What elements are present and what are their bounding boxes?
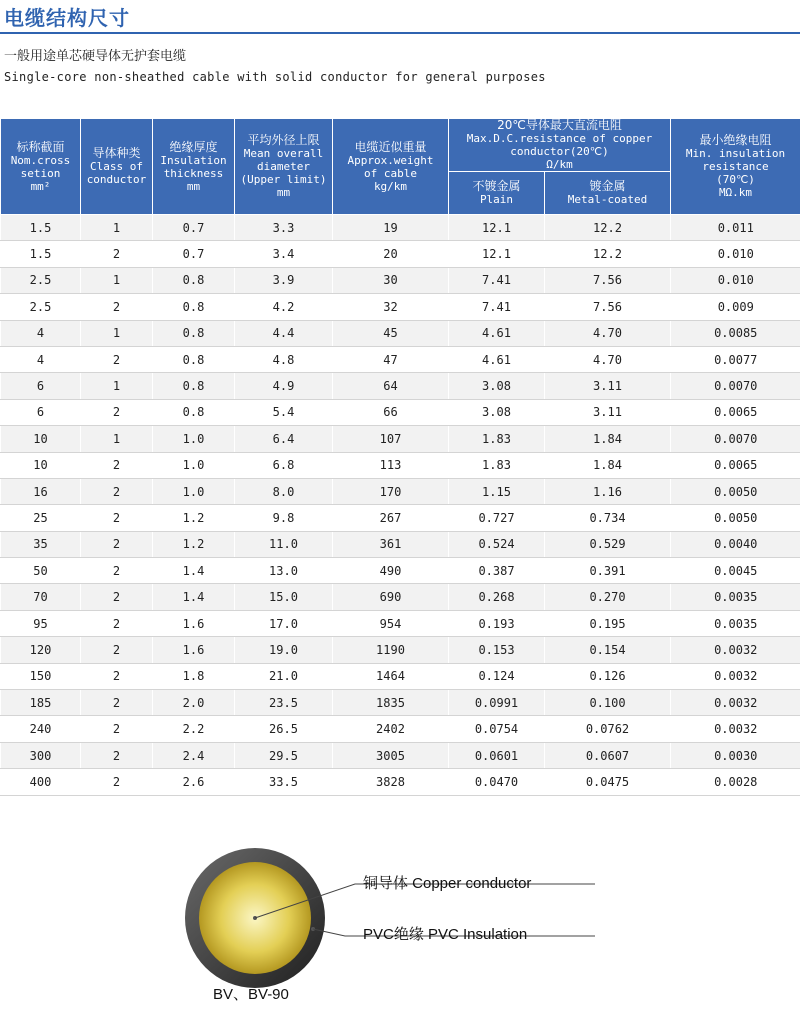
cell-approx-weight: 2402 bbox=[333, 716, 449, 742]
cell-min-insulation-resistance: 0.0050 bbox=[671, 478, 800, 504]
cell-min-insulation-resistance: 0.0040 bbox=[671, 531, 800, 557]
cell-insulation-thickness: 1.6 bbox=[153, 610, 235, 636]
cell-conductor-class: 1 bbox=[81, 373, 153, 399]
cell-resistance-coated: 0.391 bbox=[545, 558, 671, 584]
cell-approx-weight: 361 bbox=[333, 531, 449, 557]
cell-resistance-coated: 0.0607 bbox=[545, 742, 671, 768]
cell-resistance-coated: 3.11 bbox=[545, 373, 671, 399]
cell-nominal-cross-section: 25 bbox=[1, 505, 81, 531]
cell-approx-weight: 490 bbox=[333, 558, 449, 584]
cell-mean-diameter: 9.8 bbox=[235, 505, 333, 531]
cell-conductor-class: 2 bbox=[81, 716, 153, 742]
cell-resistance-coated: 7.56 bbox=[545, 294, 671, 320]
cell-conductor-class: 2 bbox=[81, 294, 153, 320]
table-row bbox=[1, 690, 800, 716]
cell-insulation-thickness: 1.0 bbox=[153, 452, 235, 478]
cell-conductor-class: 2 bbox=[81, 505, 153, 531]
cell-mean-diameter: 19.0 bbox=[235, 637, 333, 663]
cell-insulation-thickness: 0.7 bbox=[153, 241, 235, 267]
cell-min-insulation-resistance: 0.0030 bbox=[671, 742, 800, 768]
cell-nominal-cross-section: 1.5 bbox=[1, 241, 81, 267]
cell-insulation-thickness: 1.0 bbox=[153, 426, 235, 452]
cell-nominal-cross-section: 10 bbox=[1, 452, 81, 478]
cell-min-insulation-resistance: 0.009 bbox=[671, 294, 800, 320]
cell-mean-diameter: 6.8 bbox=[235, 452, 333, 478]
cell-resistance-coated: 1.84 bbox=[545, 426, 671, 452]
cell-min-insulation-resistance: 0.0032 bbox=[671, 716, 800, 742]
cell-min-insulation-resistance: 0.0065 bbox=[671, 452, 800, 478]
cell-mean-diameter: 26.5 bbox=[235, 716, 333, 742]
header-plain: 不镀金属 Plain bbox=[449, 172, 545, 215]
cell-mean-diameter: 4.4 bbox=[235, 320, 333, 346]
cell-mean-diameter: 3.9 bbox=[235, 267, 333, 293]
table-row bbox=[1, 320, 800, 346]
cell-insulation-thickness: 2.6 bbox=[153, 769, 235, 795]
pvc-insulation-label: PVC绝缘 PVC Insulation bbox=[363, 923, 527, 944]
cell-nominal-cross-section: 120 bbox=[1, 637, 81, 663]
cell-resistance-plain: 0.0470 bbox=[449, 769, 545, 795]
cell-approx-weight: 267 bbox=[333, 505, 449, 531]
cell-resistance-plain: 0.524 bbox=[449, 531, 545, 557]
cell-resistance-coated: 1.16 bbox=[545, 478, 671, 504]
cell-resistance-plain: 7.41 bbox=[449, 267, 545, 293]
cell-nominal-cross-section: 6 bbox=[1, 373, 81, 399]
cell-insulation-thickness: 1.6 bbox=[153, 637, 235, 663]
cell-resistance-coated: 0.154 bbox=[545, 637, 671, 663]
cell-nominal-cross-section: 1.5 bbox=[1, 215, 81, 241]
cell-approx-weight: 954 bbox=[333, 610, 449, 636]
cell-nominal-cross-section: 16 bbox=[1, 478, 81, 504]
cell-mean-diameter: 3.3 bbox=[235, 215, 333, 241]
cell-mean-diameter: 23.5 bbox=[235, 690, 333, 716]
cell-min-insulation-resistance: 0.0035 bbox=[671, 610, 800, 636]
cell-conductor-class: 2 bbox=[81, 346, 153, 372]
table-row bbox=[1, 716, 800, 742]
cell-resistance-plain: 1.15 bbox=[449, 478, 545, 504]
cell-conductor-class: 1 bbox=[81, 267, 153, 293]
cell-min-insulation-resistance: 0.010 bbox=[671, 267, 800, 293]
header-mean-overall-diameter: 平均外径上限 Mean overall diameter (Upper limit) mm bbox=[235, 119, 333, 215]
cell-insulation-thickness: 0.8 bbox=[153, 267, 235, 293]
cell-mean-diameter: 21.0 bbox=[235, 663, 333, 689]
cell-insulation-thickness: 0.8 bbox=[153, 346, 235, 372]
cell-approx-weight: 32 bbox=[333, 294, 449, 320]
cell-conductor-class: 2 bbox=[81, 452, 153, 478]
header-conductor-class: 导体种类 Class of conductor bbox=[81, 119, 153, 215]
page-title: 电缆结构尺寸 bbox=[4, 2, 130, 31]
cell-insulation-thickness: 0.7 bbox=[153, 215, 235, 241]
table-row bbox=[1, 426, 800, 452]
header-metal-coated: 镀金属 Metal-coated bbox=[545, 172, 671, 215]
cell-min-insulation-resistance: 0.0065 bbox=[671, 399, 800, 425]
cell-conductor-class: 1 bbox=[81, 215, 153, 241]
cell-mean-diameter: 4.2 bbox=[235, 294, 333, 320]
table-row bbox=[1, 294, 800, 320]
cell-approx-weight: 45 bbox=[333, 320, 449, 346]
cell-mean-diameter: 29.5 bbox=[235, 742, 333, 768]
table-row bbox=[1, 478, 800, 504]
cell-resistance-coated: 0.529 bbox=[545, 531, 671, 557]
cell-resistance-plain: 7.41 bbox=[449, 294, 545, 320]
cell-resistance-plain: 12.1 bbox=[449, 241, 545, 267]
cell-resistance-coated: 12.2 bbox=[545, 215, 671, 241]
copper-conductor-label: 铜导体 Copper conductor bbox=[363, 872, 531, 893]
cell-mean-diameter: 4.8 bbox=[235, 346, 333, 372]
cable-cross-section-diagram bbox=[185, 835, 605, 1013]
table-row bbox=[1, 663, 800, 689]
table-body bbox=[1, 215, 800, 796]
cell-resistance-plain: 0.268 bbox=[449, 584, 545, 610]
table-row bbox=[1, 584, 800, 610]
cell-conductor-class: 2 bbox=[81, 663, 153, 689]
cell-nominal-cross-section: 2.5 bbox=[1, 267, 81, 293]
cell-nominal-cross-section: 4 bbox=[1, 346, 81, 372]
table-row bbox=[1, 637, 800, 663]
cell-resistance-coated: 0.100 bbox=[545, 690, 671, 716]
cell-mean-diameter: 6.4 bbox=[235, 426, 333, 452]
cell-approx-weight: 1835 bbox=[333, 690, 449, 716]
cell-conductor-class: 2 bbox=[81, 241, 153, 267]
cell-resistance-coated: 4.70 bbox=[545, 346, 671, 372]
cell-resistance-plain: 0.0601 bbox=[449, 742, 545, 768]
cell-approx-weight: 113 bbox=[333, 452, 449, 478]
cell-mean-diameter: 3.4 bbox=[235, 241, 333, 267]
cell-resistance-coated: 7.56 bbox=[545, 267, 671, 293]
header-min-insulation-resistance: 最小绝缘电阻 Min. insulation resistance (70℃) MΩ.km bbox=[671, 119, 800, 215]
cell-resistance-plain: 0.124 bbox=[449, 663, 545, 689]
cell-resistance-plain: 3.08 bbox=[449, 373, 545, 399]
cell-resistance-plain: 0.0991 bbox=[449, 690, 545, 716]
cell-approx-weight: 107 bbox=[333, 426, 449, 452]
table-row bbox=[1, 742, 800, 768]
cell-insulation-thickness: 0.8 bbox=[153, 294, 235, 320]
cell-nominal-cross-section: 185 bbox=[1, 690, 81, 716]
cell-resistance-plain: 1.83 bbox=[449, 426, 545, 452]
cell-min-insulation-resistance: 0.0032 bbox=[671, 663, 800, 689]
cell-mean-diameter: 15.0 bbox=[235, 584, 333, 610]
cell-approx-weight: 1190 bbox=[333, 637, 449, 663]
cell-min-insulation-resistance: 0.0028 bbox=[671, 769, 800, 795]
table-row bbox=[1, 505, 800, 531]
cell-insulation-thickness: 1.4 bbox=[153, 584, 235, 610]
table-row bbox=[1, 267, 800, 293]
cell-conductor-class: 2 bbox=[81, 769, 153, 795]
cell-insulation-thickness: 2.4 bbox=[153, 742, 235, 768]
cell-approx-weight: 66 bbox=[333, 399, 449, 425]
cell-min-insulation-resistance: 0.0035 bbox=[671, 584, 800, 610]
cell-resistance-coated: 0.270 bbox=[545, 584, 671, 610]
cell-resistance-plain: 4.61 bbox=[449, 346, 545, 372]
header-nominal-cross-section: 标称截面 Nom.cross setion mm² bbox=[1, 119, 81, 215]
table-row bbox=[1, 452, 800, 478]
cell-insulation-thickness: 0.8 bbox=[153, 373, 235, 399]
cell-resistance-plain: 3.08 bbox=[449, 399, 545, 425]
cell-nominal-cross-section: 4 bbox=[1, 320, 81, 346]
cell-resistance-coated: 3.11 bbox=[545, 399, 671, 425]
table-row bbox=[1, 215, 800, 241]
cell-min-insulation-resistance: 0.0077 bbox=[671, 346, 800, 372]
cell-insulation-thickness: 1.4 bbox=[153, 558, 235, 584]
cell-conductor-class: 2 bbox=[81, 531, 153, 557]
cell-approx-weight: 690 bbox=[333, 584, 449, 610]
cell-resistance-coated: 1.84 bbox=[545, 452, 671, 478]
cell-nominal-cross-section: 400 bbox=[1, 769, 81, 795]
cell-min-insulation-resistance: 0.0070 bbox=[671, 373, 800, 399]
cell-resistance-coated: 0.734 bbox=[545, 505, 671, 531]
cell-min-insulation-resistance: 0.010 bbox=[671, 241, 800, 267]
table-row bbox=[1, 769, 800, 795]
cell-conductor-class: 2 bbox=[81, 690, 153, 716]
table-row bbox=[1, 399, 800, 425]
cell-resistance-plain: 0.0754 bbox=[449, 716, 545, 742]
cell-conductor-class: 2 bbox=[81, 637, 153, 663]
cell-resistance-plain: 0.727 bbox=[449, 505, 545, 531]
cell-nominal-cross-section: 300 bbox=[1, 742, 81, 768]
cell-nominal-cross-section: 35 bbox=[1, 531, 81, 557]
cell-mean-diameter: 11.0 bbox=[235, 531, 333, 557]
cell-resistance-plain: 4.61 bbox=[449, 320, 545, 346]
cell-approx-weight: 3828 bbox=[333, 769, 449, 795]
cell-resistance-coated: 12.2 bbox=[545, 241, 671, 267]
cell-min-insulation-resistance: 0.0032 bbox=[671, 690, 800, 716]
cell-insulation-thickness: 1.2 bbox=[153, 505, 235, 531]
cell-min-insulation-resistance: 0.0045 bbox=[671, 558, 800, 584]
cell-insulation-thickness: 1.0 bbox=[153, 478, 235, 504]
table-row bbox=[1, 373, 800, 399]
cell-nominal-cross-section: 6 bbox=[1, 399, 81, 425]
cell-resistance-plain: 0.387 bbox=[449, 558, 545, 584]
cell-mean-diameter: 5.4 bbox=[235, 399, 333, 425]
cell-mean-diameter: 13.0 bbox=[235, 558, 333, 584]
cell-mean-diameter: 33.5 bbox=[235, 769, 333, 795]
table-row bbox=[1, 531, 800, 557]
cell-approx-weight: 170 bbox=[333, 478, 449, 504]
cell-conductor-class: 2 bbox=[81, 742, 153, 768]
table-row bbox=[1, 610, 800, 636]
header-max-dc-resistance: 20℃导体最大直流电阻 Max.D.C.resistance of copper conductor(20℃) Ω/km bbox=[449, 119, 671, 172]
cell-resistance-plain: 1.83 bbox=[449, 452, 545, 478]
cell-conductor-class: 2 bbox=[81, 478, 153, 504]
cell-nominal-cross-section: 95 bbox=[1, 610, 81, 636]
cell-insulation-thickness: 1.2 bbox=[153, 531, 235, 557]
cell-approx-weight: 19 bbox=[333, 215, 449, 241]
cell-approx-weight: 20 bbox=[333, 241, 449, 267]
cell-approx-weight: 47 bbox=[333, 346, 449, 372]
cell-min-insulation-resistance: 0.0032 bbox=[671, 637, 800, 663]
cell-nominal-cross-section: 150 bbox=[1, 663, 81, 689]
cell-resistance-coated: 0.0762 bbox=[545, 716, 671, 742]
cell-min-insulation-resistance: 0.0050 bbox=[671, 505, 800, 531]
cell-min-insulation-resistance: 0.0070 bbox=[671, 426, 800, 452]
header-approx-weight: 电缆近似重量 Approx.weight of cable kg/km bbox=[333, 119, 449, 215]
table-row bbox=[1, 558, 800, 584]
cell-resistance-coated: 0.0475 bbox=[545, 769, 671, 795]
cell-insulation-thickness: 2.0 bbox=[153, 690, 235, 716]
cell-conductor-class: 2 bbox=[81, 558, 153, 584]
table-row bbox=[1, 346, 800, 372]
cell-insulation-thickness: 0.8 bbox=[153, 399, 235, 425]
cell-conductor-class: 2 bbox=[81, 399, 153, 425]
subtitle-chinese: 一般用途单芯硬导体无护套电缆 bbox=[4, 45, 186, 64]
cell-conductor-class: 2 bbox=[81, 584, 153, 610]
cell-nominal-cross-section: 240 bbox=[1, 716, 81, 742]
cell-conductor-class: 2 bbox=[81, 610, 153, 636]
cell-approx-weight: 3005 bbox=[333, 742, 449, 768]
cell-nominal-cross-section: 50 bbox=[1, 558, 81, 584]
cell-insulation-thickness: 1.8 bbox=[153, 663, 235, 689]
cell-nominal-cross-section: 70 bbox=[1, 584, 81, 610]
cell-resistance-coated: 0.195 bbox=[545, 610, 671, 636]
cell-approx-weight: 30 bbox=[333, 267, 449, 293]
cell-approx-weight: 1464 bbox=[333, 663, 449, 689]
cell-resistance-coated: 4.70 bbox=[545, 320, 671, 346]
header-insulation-thickness: 绝缘厚度 Insulation thickness mm bbox=[153, 119, 235, 215]
cell-nominal-cross-section: 10 bbox=[1, 426, 81, 452]
cell-min-insulation-resistance: 0.011 bbox=[671, 215, 800, 241]
cell-insulation-thickness: 2.2 bbox=[153, 716, 235, 742]
cell-nominal-cross-section: 2.5 bbox=[1, 294, 81, 320]
cell-mean-diameter: 4.9 bbox=[235, 373, 333, 399]
cell-approx-weight: 64 bbox=[333, 373, 449, 399]
cell-resistance-plain: 0.193 bbox=[449, 610, 545, 636]
cell-conductor-class: 1 bbox=[81, 320, 153, 346]
cell-mean-diameter: 17.0 bbox=[235, 610, 333, 636]
title-divider bbox=[0, 32, 800, 34]
cell-conductor-class: 1 bbox=[81, 426, 153, 452]
cell-resistance-plain: 12.1 bbox=[449, 215, 545, 241]
cell-min-insulation-resistance: 0.0085 bbox=[671, 320, 800, 346]
cell-resistance-coated: 0.126 bbox=[545, 663, 671, 689]
cell-mean-diameter: 8.0 bbox=[235, 478, 333, 504]
cell-resistance-plain: 0.153 bbox=[449, 637, 545, 663]
cell-insulation-thickness: 0.8 bbox=[153, 320, 235, 346]
cable-spec-table bbox=[0, 118, 800, 796]
subtitle-english: Single-core non-sheathed cable with solid conductor for general purposes bbox=[4, 70, 546, 84]
table-row bbox=[1, 241, 800, 267]
cable-model-caption: BV、BV-90 bbox=[213, 983, 289, 1004]
